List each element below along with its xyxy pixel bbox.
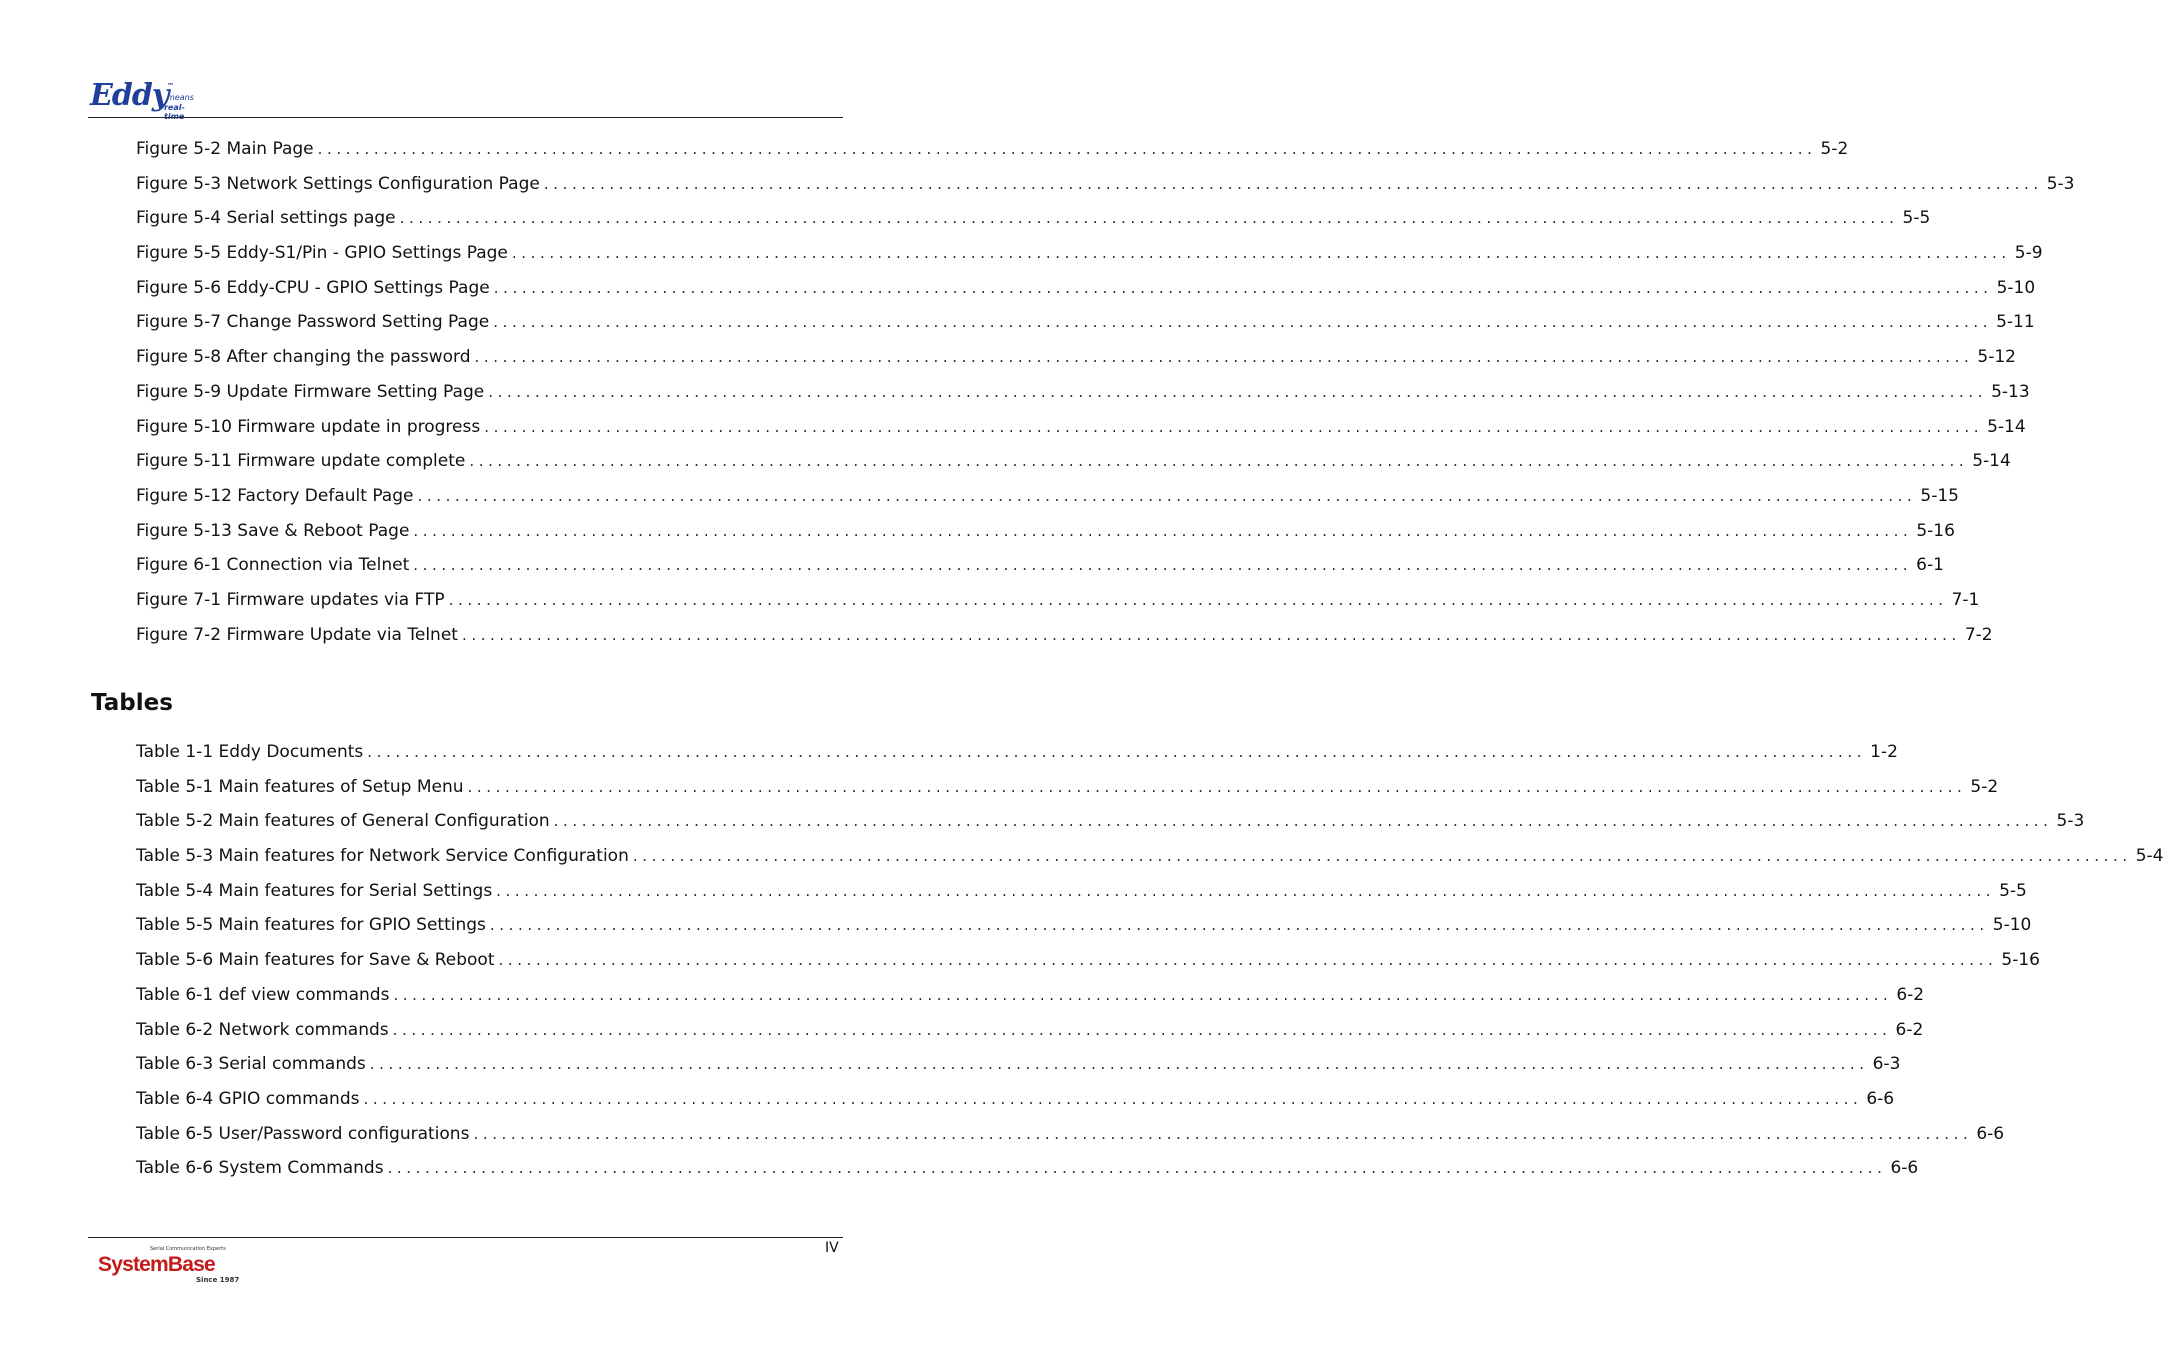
table-entry-label: Table 6-2 Network commands <box>136 1019 389 1040</box>
table-entry-label: Table 6-1 def view commands <box>136 984 390 1005</box>
dot-leader: ................................................................................................................................................................ <box>484 417 1984 436</box>
table-entry-page: 1-2 <box>1870 742 1898 762</box>
dot-leader: ................................................................................................................................................................ <box>473 1124 1973 1143</box>
dot-leader: ................................................................................................................................................................ <box>392 1020 1892 1039</box>
figure-entry[interactable] <box>136 416 2026 452</box>
dot-leader: ................................................................................................................................................................ <box>317 140 1817 158</box>
table-entry-page: 6-6 <box>1890 1158 1919 1179</box>
figure-entry-page: 5-2 <box>1820 139 1849 159</box>
table-entry-label: Table 1-1 Eddy Documents <box>136 742 364 762</box>
dot-leader: ................................................................................................................................................................ <box>461 625 1961 644</box>
figure-entry-page: 5-12 <box>1977 347 2016 368</box>
table-entry-page: 6-2 <box>1895 1019 1924 1040</box>
systembase-tagline: Serial Communication Experts <box>150 1246 226 1252</box>
figure-entry-label: Figure 7-2 Firmware Update via Telnet <box>136 624 458 645</box>
figure-entry-label: Figure 5-4 Serial settings page <box>136 208 396 229</box>
table-entry-page: 5-5 <box>1999 880 2027 901</box>
table-entry-label: Table 5-3 Main features for Network Service Configuration <box>136 846 629 867</box>
table-entry[interactable] <box>136 984 1925 1020</box>
dot-leader: ................................................................................................................................................................ <box>393 985 1893 1004</box>
dot-leader: ................................................................................................................................................................ <box>493 278 1993 297</box>
figure-entry-page: 5-14 <box>1987 416 2026 437</box>
figure-entry[interactable] <box>136 451 2011 486</box>
table-entry-label: Table 6-6 System Commands <box>136 1158 384 1179</box>
dot-leader: ................................................................................................................................................................ <box>632 847 2132 866</box>
figure-entry[interactable] <box>136 589 1980 625</box>
figure-entry-label: Figure 5-12 Factory Default Page <box>136 485 414 506</box>
dot-leader: ................................................................................................................................................................ <box>498 951 1998 970</box>
figure-entry[interactable] <box>136 520 1955 556</box>
dot-leader: ................................................................................................................................................................ <box>448 590 1948 609</box>
footer-rule <box>88 1237 843 1238</box>
dot-leader: ................................................................................................................................................................ <box>474 348 1974 367</box>
table-entry[interactable] <box>136 880 2027 916</box>
header-rule <box>88 117 843 118</box>
figure-entry-page: 5-3 <box>2046 173 2075 194</box>
figure-entry-label: Figure 5-10 Firmware update in progress <box>136 416 481 437</box>
dot-leader: ................................................................................................................................................................ <box>413 521 1913 540</box>
figure-entry-label: Figure 6-1 Connection via Telnet <box>136 555 410 576</box>
figure-entry[interactable] <box>136 312 2035 347</box>
table-entry[interactable] <box>136 811 2085 846</box>
table-entry-page: 6-3 <box>1872 1054 1901 1075</box>
figure-entry-label: Figure 5-2 Main Page <box>136 139 314 159</box>
list-of-figures <box>136 139 2075 659</box>
dot-leader: ................................................................................................................................................................ <box>363 1089 1863 1108</box>
figure-entry-label: Figure 5-11 Firmware update complete <box>136 451 466 472</box>
table-entry-label: Table 5-5 Main features for GPIO Settings <box>136 915 486 936</box>
table-entry-page: 5-4 <box>2135 846 2164 867</box>
dot-leader: ................................................................................................................................................................ <box>387 1159 1887 1178</box>
page-number: IV <box>825 1240 839 1256</box>
table-entry[interactable] <box>136 1054 1901 1089</box>
figure-entry[interactable] <box>136 243 2043 278</box>
figure-entry-page: 5-11 <box>1996 312 2035 333</box>
figure-entry-label: Figure 5-3 Network Settings Configuration Page <box>136 173 540 194</box>
dot-leader: ................................................................................................................................................................ <box>543 174 2043 193</box>
figure-entry-label: Figure 5-8 After changing the password <box>136 347 471 368</box>
table-entry-label: Table 6-4 GPIO commands <box>136 1088 360 1109</box>
dot-leader: ................................................................................................................................................................ <box>417 486 1917 505</box>
figure-entry-page: 7-1 <box>1951 589 1980 610</box>
dot-leader: ................................................................................................................................................................ <box>367 743 1867 761</box>
dot-leader: ................................................................................................................................................................ <box>413 556 1913 575</box>
figure-entry-page: 6-1 <box>1916 555 1944 576</box>
eddy-logo-text: Eddy <box>90 78 169 113</box>
figure-entry[interactable] <box>136 485 1959 521</box>
figure-entry-label: Figure 5-9 Update Firmware Setting Page <box>136 381 485 402</box>
figure-entry[interactable] <box>136 208 1931 243</box>
figure-entry-label: Figure 5-7 Change Password Setting Page <box>136 312 490 333</box>
systembase-logo <box>98 1246 248 1286</box>
figure-entry-page: 5-14 <box>1972 451 2011 472</box>
table-entry-page: 5-10 <box>1992 915 2032 936</box>
figure-entry[interactable] <box>136 173 2075 209</box>
figure-entry[interactable] <box>136 347 2016 382</box>
systembase-since: Since 1987 <box>196 1276 240 1284</box>
figure-entry[interactable] <box>136 139 1849 174</box>
table-entry-page: 5-2 <box>1970 776 1999 797</box>
figure-entry-label: Figure 5-6 Eddy-CPU - GPIO Settings Page <box>136 277 490 298</box>
list-of-tables <box>136 742 2164 1193</box>
table-entry[interactable] <box>136 742 1898 777</box>
figure-entry-page: 5-13 <box>1991 381 2030 402</box>
figure-entry[interactable] <box>136 555 1944 590</box>
table-entry[interactable] <box>136 1123 2005 1159</box>
systembase-brand: SystemBase <box>98 1253 215 1276</box>
dot-leader: ................................................................................................................................................................ <box>511 244 2011 263</box>
dot-leader: ................................................................................................................................................................ <box>489 916 1989 935</box>
dot-leader: ................................................................................................................................................................ <box>553 812 2053 831</box>
table-entry[interactable] <box>136 950 2040 985</box>
dot-leader: ................................................................................................................................................................ <box>469 452 1969 471</box>
table-entry[interactable] <box>136 1019 1924 1055</box>
table-entry-label: Table 5-4 Main features for Serial Settings <box>136 880 493 901</box>
table-entry[interactable] <box>136 1158 1919 1193</box>
table-entry-label: Table 6-5 User/Password configurations <box>136 1123 470 1144</box>
table-entry-label: Table 6-3 Serial commands <box>136 1054 366 1075</box>
figure-entry-page: 5-10 <box>1996 277 2036 298</box>
table-entry[interactable] <box>136 776 1999 812</box>
figure-entry[interactable] <box>136 381 2030 417</box>
table-entry-page: 5-3 <box>2056 811 2085 832</box>
dot-leader: ................................................................................................................................................................ <box>399 209 1899 228</box>
eddy-logo-realtime: real- <box>164 103 185 112</box>
figure-entry-label: Figure 5-13 Save & Reboot Page <box>136 520 410 541</box>
table-entry-page: 6-2 <box>1896 984 1925 1005</box>
figure-entry-label: Figure 5-5 Eddy-S1/Pin - GPIO Settings Page <box>136 243 508 264</box>
dot-leader: ................................................................................................................................................................ <box>467 777 1967 796</box>
dot-leader: ................................................................................................................................................................ <box>488 382 1988 401</box>
table-entry[interactable] <box>136 846 2164 881</box>
eddy-logo-means: means <box>167 93 194 102</box>
figure-entry-page: 7-2 <box>1964 624 1993 645</box>
table-entry-label: Table 5-6 Main features for Save & Reboot <box>136 950 495 971</box>
figure-entry-page: 5-9 <box>2014 243 2043 264</box>
figure-entry-page: 5-16 <box>1916 520 1955 541</box>
figure-entry[interactable] <box>136 624 1993 660</box>
figure-entry-label: Figure 7-1 Firmware updates via FTP <box>136 589 445 610</box>
table-entry-label: Table 5-2 Main features of General Configuration <box>136 811 550 832</box>
table-entry-page: 5-16 <box>2001 950 2040 971</box>
figure-entry-page: 5-5 <box>1902 208 1931 229</box>
table-entry-page: 6-6 <box>1976 1123 2005 1144</box>
table-entry-label: Table 5-1 Main features of Setup Menu <box>136 776 464 797</box>
dot-leader: ................................................................................................................................................................ <box>496 881 1996 900</box>
tables-heading: Tables <box>91 690 173 716</box>
dot-leader: ................................................................................................................................................................ <box>369 1055 1869 1074</box>
dot-leader: ................................................................................................................................................................ <box>493 313 1993 332</box>
table-entry[interactable] <box>136 915 2032 950</box>
figure-entry[interactable] <box>136 277 2036 313</box>
eddy-logo-tm: ™ <box>167 82 174 90</box>
table-entry-page: 6-6 <box>1866 1088 1895 1109</box>
figure-entry-page: 5-15 <box>1920 485 1959 506</box>
table-entry[interactable] <box>136 1088 1895 1124</box>
